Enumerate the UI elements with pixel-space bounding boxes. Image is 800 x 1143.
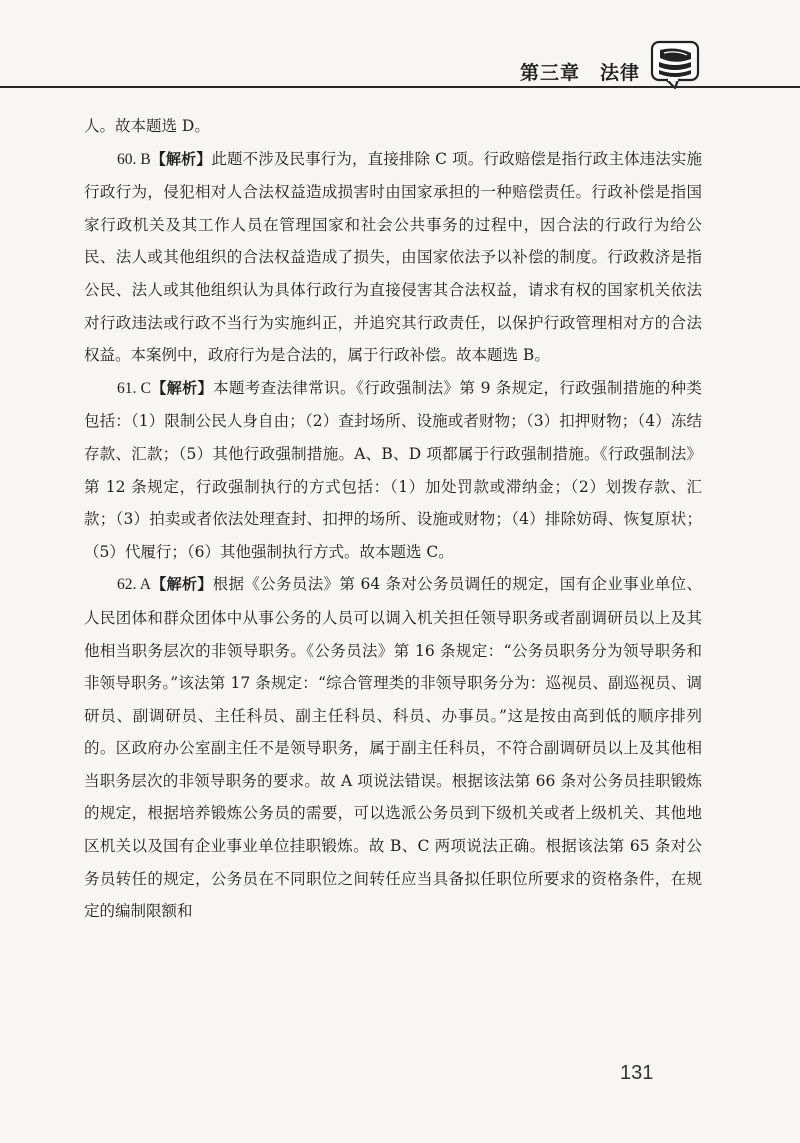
paragraph-text: 本题考查法律常识。《行政强制法》第 9 条规定，行政强制措施的种类包括：（1）限制公民人身自由；（2）查封场所、设施或者财物；（3）扣押财物；（4）冻结存款、汇款；（5）其他行政强制措施。A、B、D 项都属于行政强制措施。《行政强制法》第 12 条规定，行政强制执行的方式包括：（1）加处罚款或滞纳金；（2）划拨存款、汇款；（3）拍卖或者依法处理查封、扣押的场所、设施或财物；（4）排除妨碍、恢复原状；（5）代履行；（6）其他强制执行方式。故本题选 C。: [84, 378, 702, 561]
answer-60: [84, 143, 702, 372]
analysis-tag: 【解析】: [150, 149, 212, 168]
page-header: [0, 0, 800, 95]
header-rule: [0, 86, 800, 88]
question-number: 61. C: [117, 379, 151, 397]
analysis-tag: 【解析】: [150, 378, 213, 397]
question-number: 62. A: [117, 576, 151, 594]
analysis-tag: 【解析】: [150, 575, 213, 594]
chapter-title: 第三章 法律: [519, 62, 640, 84]
answer-61: [84, 372, 702, 569]
paragraph-text: 此题不涉及民事行为，直接排除 C 项。行政赔偿是指行政主体违法实施行政行为，侵犯相对人合法权益造成损害时由国家承担的一种赔偿责任。行政补偿是指国家行政机关及其工作人员在管理国家和社会公共事务的过程中，因合法的行政行为给公民、法人或其他组织的合法权益造成了损失，由国家依法予以补偿的制度。行政救济是指公民、法人或其他组织认为具体行政行为直接侵害其合法权益，请求有权的国家机关依法对行政违法或行政不当行为实施纠正，并追究其行政责任，以保护行政管理相对方的合法权益。本案例中，政府行为是合法的，属于行政补偿。故本题选 B。: [84, 149, 702, 365]
paragraph-continuation: [84, 110, 702, 143]
books-icon: [650, 40, 700, 90]
question-number: 60. B: [117, 150, 151, 168]
answer-explanations: [84, 110, 702, 928]
paragraph-text: 人。故本题选 D。: [84, 117, 210, 135]
page-number: 131: [620, 1062, 654, 1084]
paragraph-text: 根据《公务员法》第 64 条对公务员调任的规定，国有企业事业单位、人民团体和群众团体中从事公务的人员可以调入机关担任领导职务或者副调研员以上及其他相当职务层次的非领导职务。《公务员法》第 16 条规定：“公务员职务分为领导职务和非领导职务。”该法第 17 条规定：“综合管理类的非领导职务分为：巡视员、副巡视员、调研员、副调研员、主任科员、副主任科员、科员、办事员。”这是按由高到低的顺序排列的。区政府办公室副主任不是领导职务，属于副主任科员，不符合副调研员以上及其他相当职务层次的非领导职务的要求。故 A 项说法错误。根据该法第 66 条对公务员挂职锻炼的规定，根据培养锻炼公务员的需要，可以选派公务员到下级机关或者上级机关、其他地区机关以及国有企业事业单位挂职锻炼。故 B、C 两项说法正确。根据该法第 65 条对公务员转任的规定，公务员在不同职位之间转任应当具备拟任职位所要求的资格条件，在规定的编制限额和: [84, 575, 702, 921]
answer-62: [84, 568, 702, 928]
